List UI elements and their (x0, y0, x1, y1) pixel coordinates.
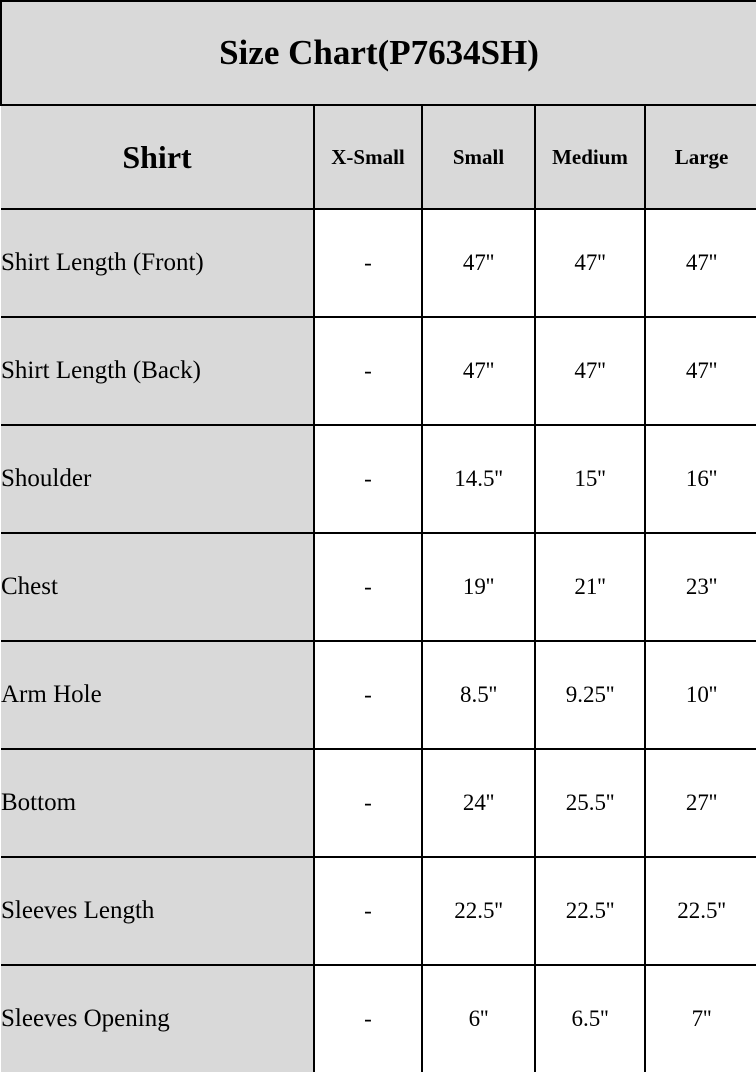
cell-value: 21'' (535, 533, 645, 641)
cell-value: 16'' (645, 425, 756, 533)
cell-value: 22.5'' (535, 857, 645, 965)
cell-value: 6'' (422, 965, 535, 1072)
cell-value: - (314, 749, 422, 857)
cell-value: - (314, 857, 422, 965)
cell-value: 6.5'' (535, 965, 645, 1072)
cell-value: 10'' (645, 641, 756, 749)
cell-value: - (314, 317, 422, 425)
cell-value: - (314, 209, 422, 317)
cell-value: 22.5'' (645, 857, 756, 965)
table-row (1, 533, 756, 641)
cell-value: 25.5'' (535, 749, 645, 857)
cell-value: 47'' (535, 317, 645, 425)
cell-value: 47'' (645, 317, 756, 425)
cell-value: 22.5'' (422, 857, 535, 965)
table-row (1, 209, 756, 317)
row-label: Bottom (1, 749, 314, 857)
table-row (1, 965, 756, 1072)
cell-value: 14.5'' (422, 425, 535, 533)
column-header-medium: Medium (535, 105, 645, 209)
cell-value: - (314, 425, 422, 533)
cell-value: 47'' (422, 317, 535, 425)
cell-value: 24'' (422, 749, 535, 857)
cell-value: 8.5'' (422, 641, 535, 749)
page-title: Size Chart(P7634SH) (1, 1, 756, 105)
cell-value: 47'' (645, 209, 756, 317)
title-row (1, 1, 756, 105)
cell-value: - (314, 641, 422, 749)
row-label: Shoulder (1, 425, 314, 533)
cell-value: - (314, 965, 422, 1072)
table-corner-label: Shirt (1, 105, 314, 209)
row-label: Shirt Length (Front) (1, 209, 314, 317)
column-header-small: Small (422, 105, 535, 209)
cell-value: 47'' (422, 209, 535, 317)
cell-value: - (314, 533, 422, 641)
row-label: Chest (1, 533, 314, 641)
table-row (1, 749, 756, 857)
cell-value: 15'' (535, 425, 645, 533)
cell-value: 19'' (422, 533, 535, 641)
column-header-large: Large (645, 105, 756, 209)
row-label: Sleeves Opening (1, 965, 314, 1072)
table-row (1, 425, 756, 533)
table-row (1, 857, 756, 965)
row-label: Sleeves Length (1, 857, 314, 965)
row-label: Arm Hole (1, 641, 314, 749)
row-label: Shirt Length (Back) (1, 317, 314, 425)
cell-value: 7'' (645, 965, 756, 1072)
cell-value: 9.25'' (535, 641, 645, 749)
cell-value: 23'' (645, 533, 756, 641)
header-row (1, 105, 756, 209)
column-header-x-small: X-Small (314, 105, 422, 209)
cell-value: 27'' (645, 749, 756, 857)
cell-value: 47'' (535, 209, 645, 317)
table-row (1, 641, 756, 749)
table-row (1, 317, 756, 425)
